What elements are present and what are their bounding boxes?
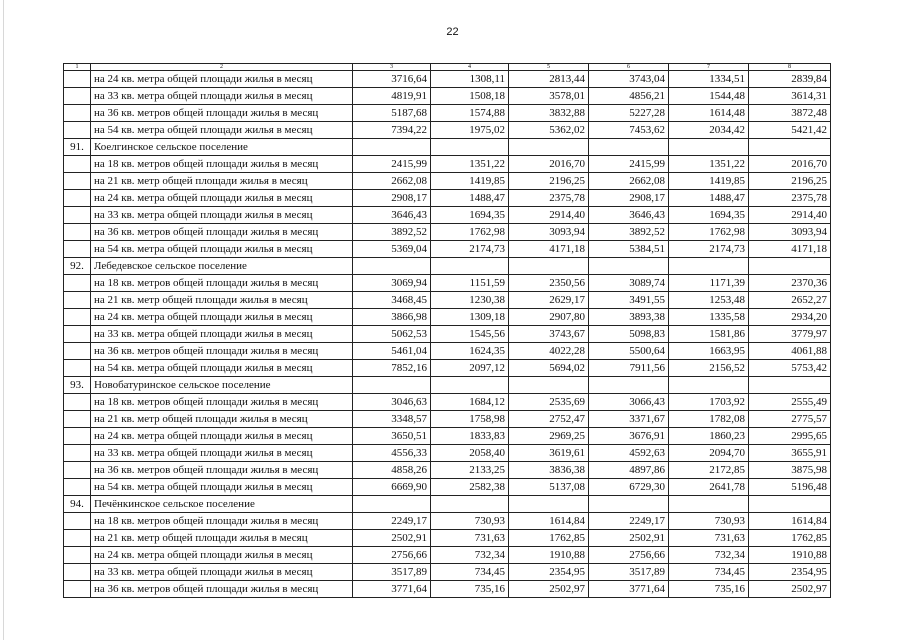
row-number-cell bbox=[64, 326, 91, 343]
column-number: 3 bbox=[353, 64, 431, 71]
value-cell: 3468,45 bbox=[353, 292, 431, 309]
value-cell: 5062,53 bbox=[353, 326, 431, 343]
row-label: на 33 кв. метра общей площади жилья в месяц bbox=[91, 326, 353, 343]
value-cell: 4819,91 bbox=[353, 88, 431, 105]
table-row bbox=[64, 564, 831, 581]
value-cell: 3517,89 bbox=[589, 564, 669, 581]
table-row bbox=[64, 173, 831, 190]
value-cell: 2172,85 bbox=[669, 462, 749, 479]
value-cell: 2058,40 bbox=[431, 445, 509, 462]
row-number-cell bbox=[64, 309, 91, 326]
row-number-cell bbox=[64, 122, 91, 139]
value-cell: 2641,78 bbox=[669, 479, 749, 496]
row-label: на 21 кв. метр общей площади жилья в месяц bbox=[91, 530, 353, 547]
value-cell: 7453,62 bbox=[589, 122, 669, 139]
value-cell: 735,16 bbox=[669, 581, 749, 598]
row-number-cell bbox=[64, 224, 91, 241]
row-number-cell bbox=[64, 462, 91, 479]
row-number-cell bbox=[64, 71, 91, 88]
table-row bbox=[64, 445, 831, 462]
row-label: на 18 кв. метров общей площади жилья в месяц bbox=[91, 156, 353, 173]
empty-cell bbox=[353, 258, 431, 275]
value-cell: 1419,85 bbox=[669, 173, 749, 190]
value-cell: 1762,98 bbox=[669, 224, 749, 241]
empty-cell bbox=[669, 377, 749, 394]
row-number-cell bbox=[64, 581, 91, 598]
value-cell: 5694,02 bbox=[509, 360, 589, 377]
value-cell: 1419,85 bbox=[431, 173, 509, 190]
empty-cell bbox=[509, 377, 589, 394]
value-cell: 5753,42 bbox=[749, 360, 831, 377]
value-cell: 1508,18 bbox=[431, 88, 509, 105]
page-number: 22 bbox=[446, 26, 459, 38]
value-cell: 2034,42 bbox=[669, 122, 749, 139]
empty-cell bbox=[749, 496, 831, 513]
row-number-cell bbox=[64, 479, 91, 496]
section-number: 91. bbox=[64, 139, 91, 156]
empty-cell bbox=[509, 258, 589, 275]
value-cell: 2629,17 bbox=[509, 292, 589, 309]
value-cell: 2502,97 bbox=[509, 581, 589, 598]
value-cell: 3650,51 bbox=[353, 428, 431, 445]
row-number-cell bbox=[64, 241, 91, 258]
row-label: на 36 кв. метров общей площади жилья в месяц bbox=[91, 462, 353, 479]
table-row bbox=[64, 326, 831, 343]
empty-cell bbox=[431, 258, 509, 275]
value-cell: 1151,59 bbox=[431, 275, 509, 292]
empty-cell bbox=[589, 139, 669, 156]
row-number-cell bbox=[64, 156, 91, 173]
empty-cell bbox=[749, 377, 831, 394]
value-cell: 1574,88 bbox=[431, 105, 509, 122]
row-label: на 18 кв. метров общей площади жилья в месяц bbox=[91, 394, 353, 411]
row-number-cell bbox=[64, 343, 91, 360]
value-cell: 1624,35 bbox=[431, 343, 509, 360]
value-cell: 2839,84 bbox=[749, 71, 831, 88]
value-cell: 3716,64 bbox=[353, 71, 431, 88]
value-cell: 2350,56 bbox=[509, 275, 589, 292]
table-row bbox=[64, 428, 831, 445]
value-cell: 5461,04 bbox=[353, 343, 431, 360]
row-label: на 54 кв. метра общей площади жилья в месяц bbox=[91, 360, 353, 377]
value-cell: 4856,21 bbox=[589, 88, 669, 105]
value-cell: 2415,99 bbox=[589, 156, 669, 173]
section-row bbox=[64, 258, 831, 275]
value-cell: 3872,48 bbox=[749, 105, 831, 122]
value-cell: 2914,40 bbox=[509, 207, 589, 224]
section-title: Новобатуринское сельское поселение bbox=[91, 377, 353, 394]
row-number-cell bbox=[64, 428, 91, 445]
table-row bbox=[64, 88, 831, 105]
value-cell: 1488,47 bbox=[431, 190, 509, 207]
value-cell: 2133,25 bbox=[431, 462, 509, 479]
value-cell: 2662,08 bbox=[353, 173, 431, 190]
value-cell: 3779,97 bbox=[749, 326, 831, 343]
value-cell: 1253,48 bbox=[669, 292, 749, 309]
value-cell: 2775,57 bbox=[749, 411, 831, 428]
row-number-cell bbox=[64, 207, 91, 224]
row-label: на 24 кв. метра общей площади жилья в месяц bbox=[91, 309, 353, 326]
section-row bbox=[64, 496, 831, 513]
empty-cell bbox=[431, 139, 509, 156]
value-cell: 2582,38 bbox=[431, 479, 509, 496]
tariff-table bbox=[63, 63, 831, 598]
value-cell: 6669,90 bbox=[353, 479, 431, 496]
row-number-cell bbox=[64, 411, 91, 428]
value-cell: 3093,94 bbox=[509, 224, 589, 241]
value-cell: 5227,28 bbox=[589, 105, 669, 122]
value-cell: 3578,01 bbox=[509, 88, 589, 105]
section-title: Лебедевское сельское поселение bbox=[91, 258, 353, 275]
value-cell: 3089,74 bbox=[589, 275, 669, 292]
value-cell: 1694,35 bbox=[669, 207, 749, 224]
column-number: 7 bbox=[669, 64, 749, 71]
section-number: 94. bbox=[64, 496, 91, 513]
value-cell: 735,16 bbox=[431, 581, 509, 598]
value-cell: 5500,64 bbox=[589, 343, 669, 360]
column-number: 5 bbox=[509, 64, 589, 71]
row-number-cell bbox=[64, 275, 91, 292]
value-cell: 4556,33 bbox=[353, 445, 431, 462]
row-label: на 33 кв. метра общей площади жилья в месяц bbox=[91, 564, 353, 581]
value-cell: 7911,56 bbox=[589, 360, 669, 377]
value-cell: 2756,66 bbox=[589, 547, 669, 564]
value-cell: 2907,80 bbox=[509, 309, 589, 326]
row-label: на 54 кв. метра общей площади жилья в месяц bbox=[91, 479, 353, 496]
row-number-cell bbox=[64, 105, 91, 122]
value-cell: 734,45 bbox=[669, 564, 749, 581]
value-cell: 1351,22 bbox=[431, 156, 509, 173]
row-label: на 24 кв. метра общей площади жилья в месяц bbox=[91, 190, 353, 207]
value-cell: 2249,17 bbox=[589, 513, 669, 530]
value-cell: 3743,04 bbox=[589, 71, 669, 88]
value-cell: 1351,22 bbox=[669, 156, 749, 173]
row-label: на 36 кв. метров общей площади жилья в месяц bbox=[91, 343, 353, 360]
value-cell: 5098,83 bbox=[589, 326, 669, 343]
value-cell: 7394,22 bbox=[353, 122, 431, 139]
table-row bbox=[64, 360, 831, 377]
empty-cell bbox=[353, 139, 431, 156]
value-cell: 3836,38 bbox=[509, 462, 589, 479]
row-label: на 33 кв. метра общей площади жилья в месяц bbox=[91, 207, 353, 224]
value-cell: 3676,91 bbox=[589, 428, 669, 445]
column-number: 6 bbox=[589, 64, 669, 71]
value-cell: 4022,28 bbox=[509, 343, 589, 360]
value-cell: 5384,51 bbox=[589, 241, 669, 258]
value-cell: 4171,18 bbox=[749, 241, 831, 258]
value-cell: 3069,94 bbox=[353, 275, 431, 292]
value-cell: 2097,12 bbox=[431, 360, 509, 377]
table-row bbox=[64, 581, 831, 598]
table-body bbox=[64, 71, 831, 598]
row-label: на 54 кв. метра общей площади жилья в месяц bbox=[91, 241, 353, 258]
value-cell: 1545,56 bbox=[431, 326, 509, 343]
value-cell: 1581,86 bbox=[669, 326, 749, 343]
row-label: на 21 кв. метр общей площади жилья в месяц bbox=[91, 292, 353, 309]
value-cell: 2502,91 bbox=[589, 530, 669, 547]
value-cell: 2196,25 bbox=[749, 173, 831, 190]
value-cell: 732,34 bbox=[431, 547, 509, 564]
value-cell: 2415,99 bbox=[353, 156, 431, 173]
value-cell: 2502,97 bbox=[749, 581, 831, 598]
value-cell: 2752,47 bbox=[509, 411, 589, 428]
value-cell: 3875,98 bbox=[749, 462, 831, 479]
section-title: Коелгинское сельское поселение bbox=[91, 139, 353, 156]
value-cell: 5196,48 bbox=[749, 479, 831, 496]
section-row bbox=[64, 139, 831, 156]
value-cell: 3646,43 bbox=[353, 207, 431, 224]
value-cell: 1663,95 bbox=[669, 343, 749, 360]
table-row bbox=[64, 71, 831, 88]
empty-cell bbox=[669, 258, 749, 275]
value-cell: 734,45 bbox=[431, 564, 509, 581]
value-cell: 2535,69 bbox=[509, 394, 589, 411]
value-cell: 4897,86 bbox=[589, 462, 669, 479]
row-number-cell bbox=[64, 360, 91, 377]
row-number-cell bbox=[64, 513, 91, 530]
value-cell: 2652,27 bbox=[749, 292, 831, 309]
value-cell: 1758,98 bbox=[431, 411, 509, 428]
value-cell: 730,93 bbox=[431, 513, 509, 530]
row-label: на 18 кв. метров общей площади жилья в месяц bbox=[91, 513, 353, 530]
value-cell: 2756,66 bbox=[353, 547, 431, 564]
empty-cell bbox=[431, 377, 509, 394]
value-cell: 1335,58 bbox=[669, 309, 749, 326]
row-number-cell bbox=[64, 445, 91, 462]
value-cell: 3655,91 bbox=[749, 445, 831, 462]
value-cell: 2908,17 bbox=[589, 190, 669, 207]
value-cell: 2354,95 bbox=[749, 564, 831, 581]
row-label: на 18 кв. метров общей площади жилья в месяц bbox=[91, 275, 353, 292]
value-cell: 3771,64 bbox=[353, 581, 431, 598]
value-cell: 1230,38 bbox=[431, 292, 509, 309]
table-row bbox=[64, 190, 831, 207]
value-cell: 3866,98 bbox=[353, 309, 431, 326]
value-cell: 1544,48 bbox=[669, 88, 749, 105]
empty-cell bbox=[589, 377, 669, 394]
value-cell: 2174,73 bbox=[431, 241, 509, 258]
value-cell: 1171,39 bbox=[669, 275, 749, 292]
row-label: на 36 кв. метров общей площади жилья в месяц bbox=[91, 581, 353, 598]
column-number: 1 bbox=[64, 64, 91, 71]
empty-cell bbox=[589, 258, 669, 275]
value-cell: 1910,88 bbox=[749, 547, 831, 564]
value-cell: 3832,88 bbox=[509, 105, 589, 122]
table-row bbox=[64, 275, 831, 292]
table-row bbox=[64, 122, 831, 139]
value-cell: 5369,04 bbox=[353, 241, 431, 258]
column-number: 2 bbox=[91, 64, 353, 71]
value-cell: 1488,47 bbox=[669, 190, 749, 207]
value-cell: 2934,20 bbox=[749, 309, 831, 326]
value-cell: 5137,08 bbox=[509, 479, 589, 496]
empty-cell bbox=[509, 139, 589, 156]
value-cell: 1684,12 bbox=[431, 394, 509, 411]
value-cell: 731,63 bbox=[669, 530, 749, 547]
row-number-cell bbox=[64, 88, 91, 105]
value-cell: 2174,73 bbox=[669, 241, 749, 258]
value-cell: 5421,42 bbox=[749, 122, 831, 139]
empty-cell bbox=[509, 496, 589, 513]
value-cell: 2995,65 bbox=[749, 428, 831, 445]
value-cell: 2375,78 bbox=[749, 190, 831, 207]
table-row bbox=[64, 292, 831, 309]
value-cell: 1334,51 bbox=[669, 71, 749, 88]
empty-cell bbox=[353, 377, 431, 394]
table-row bbox=[64, 224, 831, 241]
table-row bbox=[64, 394, 831, 411]
value-cell: 1694,35 bbox=[431, 207, 509, 224]
value-cell: 2662,08 bbox=[589, 173, 669, 190]
column-number: 8 bbox=[749, 64, 831, 71]
row-label: на 24 кв. метра общей площади жилья в месяц bbox=[91, 71, 353, 88]
value-cell: 4171,18 bbox=[509, 241, 589, 258]
value-cell: 1975,02 bbox=[431, 122, 509, 139]
row-number-cell bbox=[64, 173, 91, 190]
row-label: на 54 кв. метра общей площади жилья в месяц bbox=[91, 122, 353, 139]
table-row bbox=[64, 530, 831, 547]
value-cell: 2555,49 bbox=[749, 394, 831, 411]
value-cell: 2502,91 bbox=[353, 530, 431, 547]
table-row bbox=[64, 105, 831, 122]
row-number-cell bbox=[64, 394, 91, 411]
value-cell: 5362,02 bbox=[509, 122, 589, 139]
value-cell: 732,34 bbox=[669, 547, 749, 564]
scan-edge-line bbox=[3, 0, 4, 640]
empty-cell bbox=[669, 139, 749, 156]
value-cell: 2908,17 bbox=[353, 190, 431, 207]
section-number: 93. bbox=[64, 377, 91, 394]
value-cell: 1782,08 bbox=[669, 411, 749, 428]
value-cell: 2016,70 bbox=[509, 156, 589, 173]
value-cell: 3771,64 bbox=[589, 581, 669, 598]
value-cell: 3046,63 bbox=[353, 394, 431, 411]
row-number-cell bbox=[64, 190, 91, 207]
value-cell: 1762,98 bbox=[431, 224, 509, 241]
row-label: на 21 кв. метр общей площади жилья в месяц bbox=[91, 411, 353, 428]
value-cell: 1614,48 bbox=[669, 105, 749, 122]
value-cell: 3893,38 bbox=[589, 309, 669, 326]
value-cell: 2196,25 bbox=[509, 173, 589, 190]
value-cell: 3619,61 bbox=[509, 445, 589, 462]
table-row bbox=[64, 207, 831, 224]
value-cell: 2375,78 bbox=[509, 190, 589, 207]
value-cell: 4061,88 bbox=[749, 343, 831, 360]
value-cell: 1910,88 bbox=[509, 547, 589, 564]
table-row bbox=[64, 547, 831, 564]
row-label: на 33 кв. метра общей площади жилья в месяц bbox=[91, 445, 353, 462]
value-cell: 3892,52 bbox=[353, 224, 431, 241]
value-cell: 7852,16 bbox=[353, 360, 431, 377]
value-cell: 1762,85 bbox=[749, 530, 831, 547]
row-label: на 24 кв. метра общей площади жилья в месяц bbox=[91, 547, 353, 564]
table-row bbox=[64, 309, 831, 326]
value-cell: 3517,89 bbox=[353, 564, 431, 581]
value-cell: 2354,95 bbox=[509, 564, 589, 581]
value-cell: 4858,26 bbox=[353, 462, 431, 479]
table-row bbox=[64, 411, 831, 428]
row-label: на 36 кв. метров общей площади жилья в месяц bbox=[91, 105, 353, 122]
row-number-cell bbox=[64, 292, 91, 309]
column-number: 4 bbox=[431, 64, 509, 71]
value-cell: 3892,52 bbox=[589, 224, 669, 241]
row-number-cell bbox=[64, 547, 91, 564]
value-cell: 3491,55 bbox=[589, 292, 669, 309]
section-title: Печёнкинское сельское поселение bbox=[91, 496, 353, 513]
value-cell: 3614,31 bbox=[749, 88, 831, 105]
row-label: на 33 кв. метра общей площади жилья в месяц bbox=[91, 88, 353, 105]
value-cell: 3348,57 bbox=[353, 411, 431, 428]
value-cell: 2370,36 bbox=[749, 275, 831, 292]
empty-cell bbox=[749, 258, 831, 275]
value-cell: 1308,11 bbox=[431, 71, 509, 88]
column-number-row bbox=[64, 64, 831, 71]
value-cell: 2813,44 bbox=[509, 71, 589, 88]
value-cell: 2156,52 bbox=[669, 360, 749, 377]
row-label: на 21 кв. метр общей площади жилья в месяц bbox=[91, 173, 353, 190]
value-cell: 1703,92 bbox=[669, 394, 749, 411]
empty-cell bbox=[589, 496, 669, 513]
value-cell: 1309,18 bbox=[431, 309, 509, 326]
table-row bbox=[64, 513, 831, 530]
empty-cell bbox=[353, 496, 431, 513]
table-row bbox=[64, 241, 831, 258]
section-number: 92. bbox=[64, 258, 91, 275]
empty-cell bbox=[669, 496, 749, 513]
value-cell: 2914,40 bbox=[749, 207, 831, 224]
value-cell: 2016,70 bbox=[749, 156, 831, 173]
value-cell: 6729,30 bbox=[589, 479, 669, 496]
value-cell: 1833,83 bbox=[431, 428, 509, 445]
table-row bbox=[64, 462, 831, 479]
value-cell: 731,63 bbox=[431, 530, 509, 547]
table-row bbox=[64, 156, 831, 173]
value-cell: 3371,67 bbox=[589, 411, 669, 428]
value-cell: 1614,84 bbox=[749, 513, 831, 530]
empty-cell bbox=[749, 139, 831, 156]
row-number-cell bbox=[64, 530, 91, 547]
table-row bbox=[64, 479, 831, 496]
value-cell: 3066,43 bbox=[589, 394, 669, 411]
empty-cell bbox=[431, 496, 509, 513]
value-cell: 4592,63 bbox=[589, 445, 669, 462]
value-cell: 3743,67 bbox=[509, 326, 589, 343]
value-cell: 5187,68 bbox=[353, 105, 431, 122]
value-cell: 1762,85 bbox=[509, 530, 589, 547]
value-cell: 2094,70 bbox=[669, 445, 749, 462]
value-cell: 3646,43 bbox=[589, 207, 669, 224]
value-cell: 2249,17 bbox=[353, 513, 431, 530]
section-row bbox=[64, 377, 831, 394]
value-cell: 3093,94 bbox=[749, 224, 831, 241]
table-row bbox=[64, 343, 831, 360]
row-label: на 36 кв. метров общей площади жилья в месяц bbox=[91, 224, 353, 241]
value-cell: 1614,84 bbox=[509, 513, 589, 530]
value-cell: 2969,25 bbox=[509, 428, 589, 445]
row-number-cell bbox=[64, 564, 91, 581]
value-cell: 1860,23 bbox=[669, 428, 749, 445]
row-label: на 24 кв. метра общей площади жилья в месяц bbox=[91, 428, 353, 445]
value-cell: 730,93 bbox=[669, 513, 749, 530]
